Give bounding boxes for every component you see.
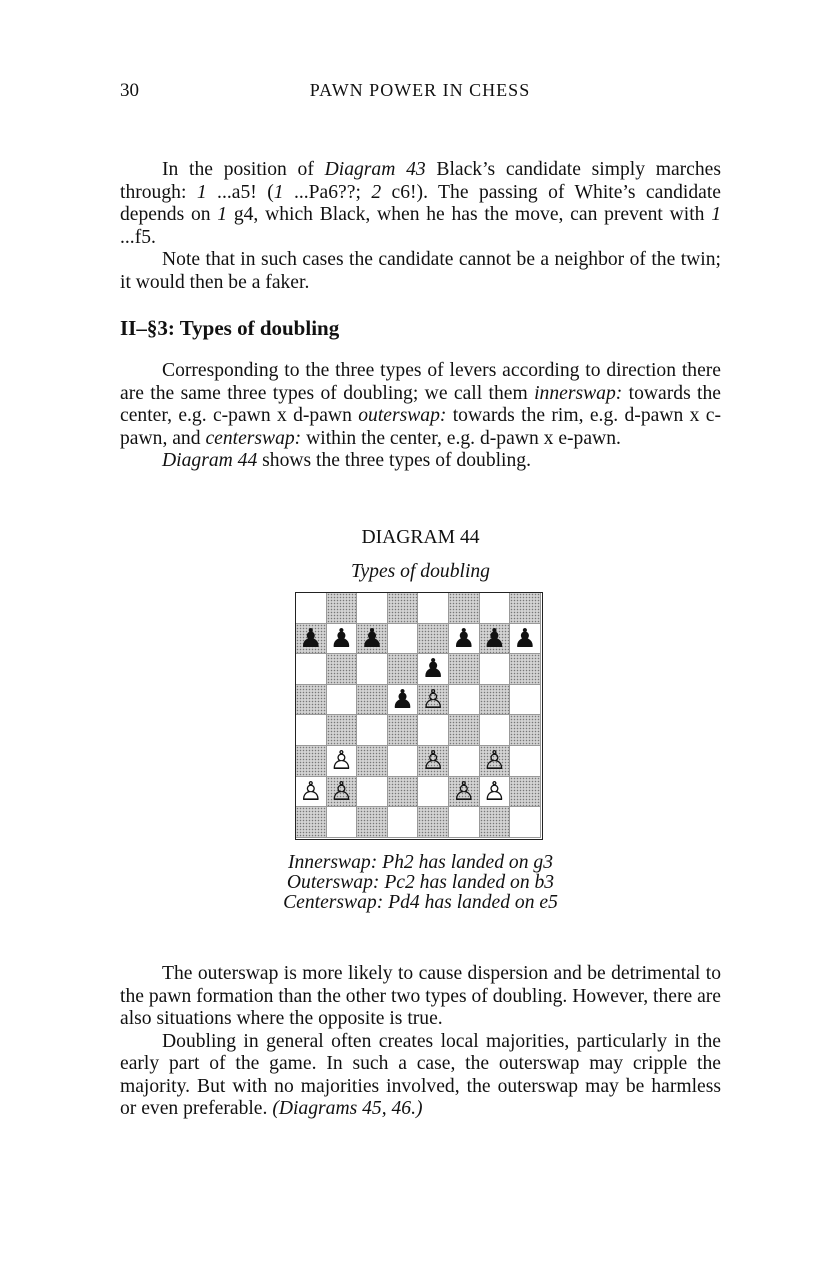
paragraph-diagram-44-ref: Diagram 44 shows the three types of doubling. [162, 450, 531, 471]
white-pawn-icon: ♙ [482, 776, 507, 807]
board-square [296, 746, 327, 777]
black-pawn-icon: ♟ [421, 654, 445, 685]
diagram-subtitle: Types of doubling [351, 561, 490, 582]
board-square [418, 624, 449, 655]
board-square [327, 685, 358, 716]
paragraph-diagram-43: In the position of Diagram 43 Black’s candidate simply marches through: 1 ...a5! (1 ...Pa6??; 2 c6!). The passing of White’s candidate depends on 1 g4, which Black, when he has the move, can prevent with 1 ...f5. [120, 159, 721, 248]
board-square [388, 777, 419, 808]
board-square [327, 654, 358, 685]
board-square [418, 807, 449, 838]
black-pawn-icon: ♟ [299, 623, 323, 654]
board-square [418, 746, 449, 777]
board-square [480, 746, 511, 777]
board-square [327, 807, 358, 838]
board-square [510, 715, 541, 746]
white-pawn-icon: ♙ [482, 745, 507, 776]
black-pawn-icon: ♟ [360, 623, 384, 654]
board-square [296, 777, 327, 808]
board-square [296, 654, 327, 685]
board-square [480, 685, 511, 716]
board-square [418, 777, 449, 808]
black-pawn-icon: ♟ [452, 623, 476, 654]
caption-innerswap: Innerswap: Ph2 has landed on g3 [287, 852, 554, 873]
board-square [357, 654, 388, 685]
board-square [510, 746, 541, 777]
board-square [327, 777, 358, 808]
board-square [510, 807, 541, 838]
board-square [327, 746, 358, 777]
chess-diagram [295, 592, 543, 840]
board-square [480, 654, 511, 685]
board-square [480, 777, 511, 808]
board-square [327, 593, 358, 624]
board-square [418, 685, 449, 716]
board-square [296, 593, 327, 624]
paragraph-doubling-types: Corresponding to the three types of levers according to direction there are the same three types of doubling; we call them innerswap: towards the center, e.g. c-pawn x d-pawn outerswap: towards the rim, e.g. d-pawn x c-pawn, and centerswap: within the center, e.g. d-pawn x e-pawn. [120, 360, 721, 449]
board-square [480, 624, 511, 655]
board-square [296, 715, 327, 746]
board-square [418, 654, 449, 685]
intro-text [120, 159, 721, 294]
board-square [388, 593, 419, 624]
board-square [449, 715, 480, 746]
board-square [418, 715, 449, 746]
caption-outerswap: Outerswap: Pc2 has landed on b3 [286, 872, 555, 893]
board-square [480, 807, 511, 838]
board-square [357, 624, 388, 655]
board-square [357, 685, 388, 716]
board-square [449, 624, 480, 655]
paragraph-note: Note that in such cases the candidate cannot be a neighbor of the twin; it would then be a faker. [120, 249, 721, 293]
board-square [449, 777, 480, 808]
doubling-text [120, 360, 721, 473]
white-pawn-icon: ♙ [329, 745, 354, 776]
board-square [357, 746, 388, 777]
white-pawn-icon: ♙ [421, 745, 445, 776]
black-pawn-icon: ♟ [390, 684, 415, 715]
white-pawn-icon: ♙ [299, 776, 323, 807]
board-square [327, 624, 358, 655]
board-square [296, 807, 327, 838]
diagram-title: DIAGRAM 44 [361, 527, 480, 548]
board-square [510, 777, 541, 808]
board-square [296, 685, 327, 716]
white-pawn-icon: ♙ [329, 776, 354, 807]
board-square [357, 777, 388, 808]
board-square [510, 624, 541, 655]
page-number: 30 [120, 80, 139, 101]
board-square [388, 807, 419, 838]
section-title: II–§3: Types of doubling [120, 316, 340, 340]
board-square [480, 593, 511, 624]
board-square [388, 654, 419, 685]
board-square [388, 624, 419, 655]
board-square [449, 654, 480, 685]
board-square [510, 685, 541, 716]
diagram-captions [120, 853, 721, 913]
board-square [480, 715, 511, 746]
board-square [449, 593, 480, 624]
paragraph-majorities: Doubling in general often creates local majorities, particularly in the early part of the game. In such a case, the outerswap may cripple the majority. But with no majorities involved, the outerswap may be harmless or even preferable. (Diagrams 45, 46.) [120, 1030, 721, 1119]
board-square [357, 715, 388, 746]
board-square [357, 593, 388, 624]
black-pawn-icon: ♟ [482, 623, 507, 654]
board-square [357, 807, 388, 838]
white-pawn-icon: ♙ [421, 684, 445, 715]
caption-centerswap: Centerswap: Pd4 has landed on e5 [283, 892, 558, 913]
board-square [327, 715, 358, 746]
board-square [388, 715, 419, 746]
board-square [510, 654, 541, 685]
board-square [449, 746, 480, 777]
board-square [418, 593, 449, 624]
board-square [296, 624, 327, 655]
chess-board [296, 593, 542, 838]
running-head: PAWN POWER IN CHESS [309, 80, 531, 100]
board-square [449, 685, 480, 716]
board-square [388, 685, 419, 716]
board-square [388, 746, 419, 777]
closing-text [120, 963, 721, 1121]
board-square [510, 593, 541, 624]
board-square [449, 807, 480, 838]
page-header [120, 80, 720, 108]
white-pawn-icon: ♙ [452, 776, 476, 807]
paragraph-outerswap: The outerswap is more likely to cause dispersion and be detrimental to the pawn formation than the other two types of doubling. However, there are also situations where the opposite is true. [120, 963, 721, 1029]
black-pawn-icon: ♟ [513, 623, 537, 654]
black-pawn-icon: ♟ [329, 623, 354, 654]
